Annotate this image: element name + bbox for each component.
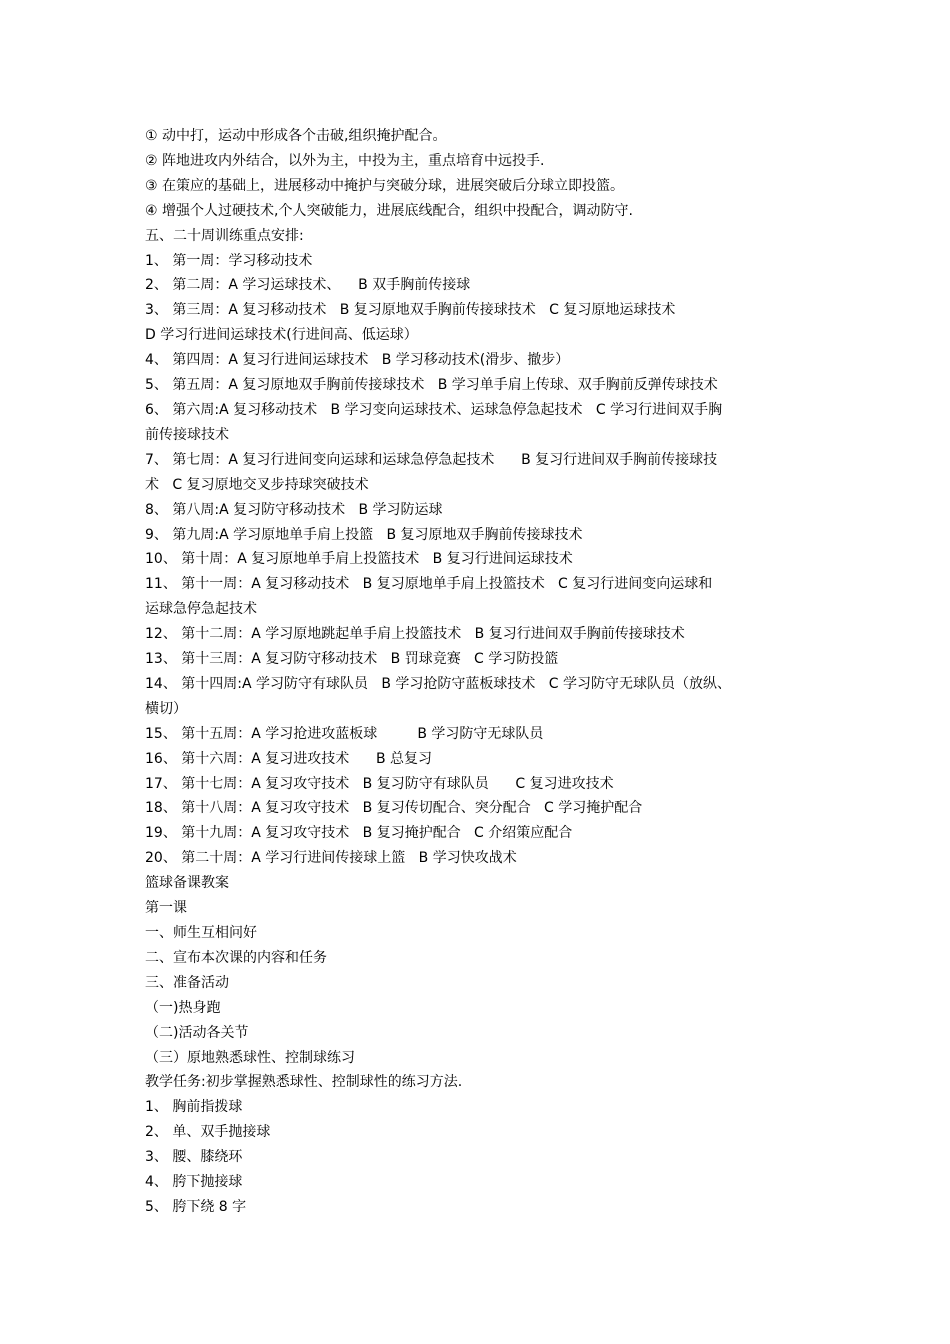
text-line: 术 C 复习原地交叉步持球突破技术 bbox=[145, 476, 369, 493]
text-line: 12、 第十二周：A 学习原地跳起单手肩上投篮技术 B 复习行进间双手胸前传接球技术 bbox=[145, 626, 685, 643]
text-line: 一、师生互相问好 bbox=[145, 925, 257, 941]
text-line: 13、 第十三周：A 复习防守移动技术 B 罚球竞赛 C 学习防投篮 bbox=[145, 651, 559, 668]
text-line: ① 动中打，运动中形成各个击破,组织掩护配合。 bbox=[145, 128, 447, 144]
text-line: 三、准备活动 bbox=[145, 974, 229, 991]
text-line: （一)热身跑 bbox=[145, 999, 221, 1016]
text-line: 15、 第十五周：A 学习抢进攻蓝板球 B 学习防守无球队员 bbox=[145, 725, 544, 742]
text-line: 4、 胯下抛接球 bbox=[145, 1174, 243, 1191]
text-line: 19、 第十九周：A 复习攻守技术 B 复习掩护配合 C 介绍策应配合 bbox=[145, 825, 573, 842]
text-line: 1、 第一周：学习移动技术 bbox=[145, 252, 313, 269]
text-line: ③ 在策应的基础上，进展移动中掩护与突破分球，进展突破后分球立即投篮。 bbox=[145, 177, 624, 194]
text-line: 1、 胸前指拨球 bbox=[145, 1099, 243, 1116]
text-line: ② 阵地进攻内外结合，以外为主，中投为主，重点培育中远投手. bbox=[145, 152, 545, 169]
text-line: 前传接球技术 bbox=[145, 426, 229, 443]
text-line: （三）原地熟悉球性、控制球练习 bbox=[145, 1049, 355, 1066]
text-line: 教学任务:初步掌握熟悉球性、控制球性的练习方法. bbox=[145, 1074, 463, 1091]
text-line: 14、 第十四周:A 学习防守有球队员 B 学习抢防守蓝板球技术 C 学习防守无球队员（放纵、 bbox=[145, 675, 731, 692]
text-line: 3、 第三周：A 复习移动技术 B 复习原地双手胸前传接球技术 C 复习原地运球技术 bbox=[145, 302, 676, 319]
text-line: 6、 第六周:A 复习移动技术 B 学习变向运球技术、运球急停急起技术 C 学习行进间双手胸 bbox=[145, 401, 723, 418]
text-line: 篮球备课教案 bbox=[145, 875, 229, 892]
text-line: ④ 增强个人过硬技术,个人突破能力，进展底线配合，组织中投配合，调动防守. bbox=[145, 202, 633, 219]
text-line: （二)活动各关节 bbox=[145, 1024, 249, 1041]
text-line: 五、二十周训练重点安排: bbox=[145, 227, 304, 244]
text-line: 第一课 bbox=[145, 900, 187, 917]
text-line: 11、 第十一周：A 复习移动技术 B 复习原地单手肩上投篮技术 C 复习行进间变向运球和 bbox=[145, 576, 713, 593]
text-line: 2、 第二周：A 学习运球技术、 B 双手胸前传接球 bbox=[145, 277, 471, 294]
text-line: 16、 第十六周：A 复习进攻技术 B 总复习 bbox=[145, 750, 433, 767]
text-line: 8、 第八周:A 复习防守移动技术 B 学习防运球 bbox=[145, 501, 443, 518]
text-line: 二、宣布本次课的内容和任务 bbox=[145, 949, 327, 966]
text-line: D 学习行进间运球技术(行进间高、低运球） bbox=[145, 327, 418, 344]
text-line: 7、 第七周：A 复习行进间变向运球和运球急停急起技术 B 复习行进间双手胸前传接球技 bbox=[145, 451, 718, 468]
text-line: 9、 第九周:A 学习原地单手肩上投篮 B 复习原地双手胸前传接球技术 bbox=[145, 526, 583, 543]
text-line: 横切） bbox=[145, 700, 187, 717]
text-line: 10、 第十周：A 复习原地单手肩上投篮技术 B 复习行进间运球技术 bbox=[145, 551, 573, 568]
document-body bbox=[145, 124, 825, 1220]
text-line: 20、 第二十周：A 学习行进间传接球上篮 B 学习快攻战术 bbox=[145, 850, 517, 867]
text-line: 运球急停急起技术 bbox=[145, 601, 257, 618]
text-line: 18、 第十八周：A 复习攻守技术 B 复习传切配合、突分配合 C 学习掩护配合 bbox=[145, 800, 643, 817]
text-line: 5、 第五周：A 复习原地双手胸前传接球技术 B 学习单手肩上传球、双手胸前反弹传球技术 bbox=[145, 377, 718, 394]
text-line: 3、 腰、膝绕环 bbox=[145, 1149, 243, 1166]
text-line: 17、 第十七周：A 复习攻守技术 B 复习防守有球队员 C 复习进攻技术 bbox=[145, 775, 614, 792]
text-line: 5、 胯下绕 8 字 bbox=[145, 1198, 247, 1215]
text-line: 4、 第四周：A 复习行进间运球技术 B 学习移动技术(滑步、撤步） bbox=[145, 352, 570, 369]
text-line: 2、 单、双手抛接球 bbox=[145, 1124, 271, 1141]
